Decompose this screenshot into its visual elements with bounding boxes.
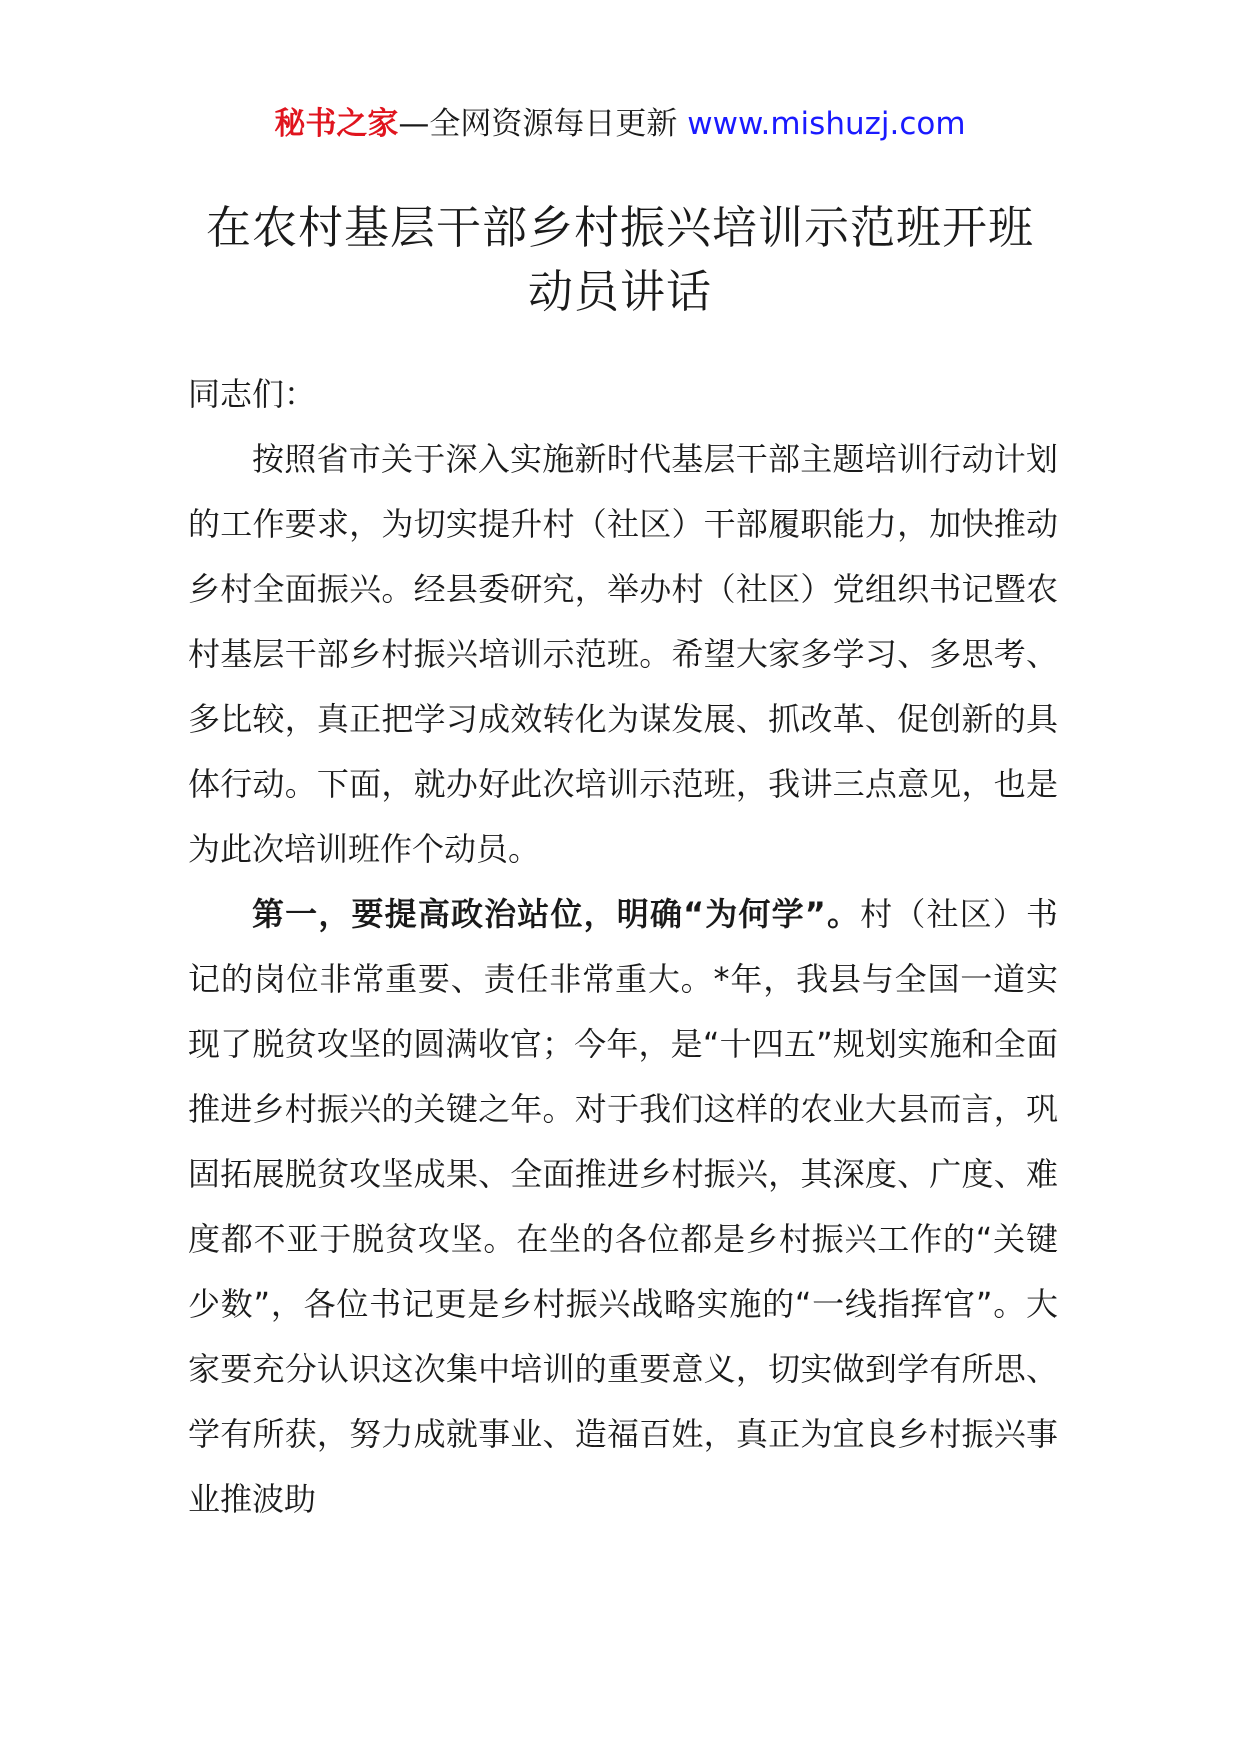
- title-line-1: 在农村基层干部乡村振兴培训示范班开班: [205, 201, 1034, 254]
- title-line-2: 动员讲话: [527, 265, 712, 318]
- document-body: [188, 362, 1058, 1532]
- document-title: [150, 196, 1090, 324]
- paragraph-2-body: 村（社区）书记的岗位非常重要、责任非常重大。*年，我县与全国一道实现了脱贫攻坚的圆满收官；今年，是“十四五”规划实施和全面推进乡村振兴的关键之年。对于我们这样的农业大县而言，巩固拓展脱贫攻坚成果、全面推进乡村振兴，其深度、广度、难度都不亚于脱贫攻坚。在坐的各位都是乡村振兴工作的“关键少数”，各位书记更是乡村振兴战略实施的“一线指挥官”。大家要充分认识这次集中培训的重要意义，切实做到学有所思、学有所获，努力成就事业、造福百姓，真正为宜良乡村振兴事业推波助: [188, 895, 1058, 1518]
- salutation: 同志们：: [188, 375, 317, 413]
- paragraph-1: 按照省市关于深入实施新时代基层干部主题培训行动计划的工作要求，为切实提升村（社区）干部履职能力，加快推动乡村全面振兴。经县委研究，举办村（社区）党组织书记暨农村基层干部乡村振兴培训示范班。希望大家多学习、多思考、多比较，真正把学习成效转化为谋发展、抓改革、促创新的具体行动。下面，就办好此次培训示范班，我讲三点意见，也是为此次培训班作个动员。: [188, 440, 1058, 868]
- site-tagline: —全网资源每日更新: [398, 106, 688, 142]
- site-url-link[interactable]: www.mishuzj.com: [687, 106, 966, 142]
- paragraph-2-lead: 第一，要提高政治站位，明确“为何学”。: [252, 895, 861, 933]
- site-brand: 秘书之家: [274, 106, 399, 142]
- site-header: [0, 100, 1240, 148]
- paragraph-2: [188, 882, 1058, 1532]
